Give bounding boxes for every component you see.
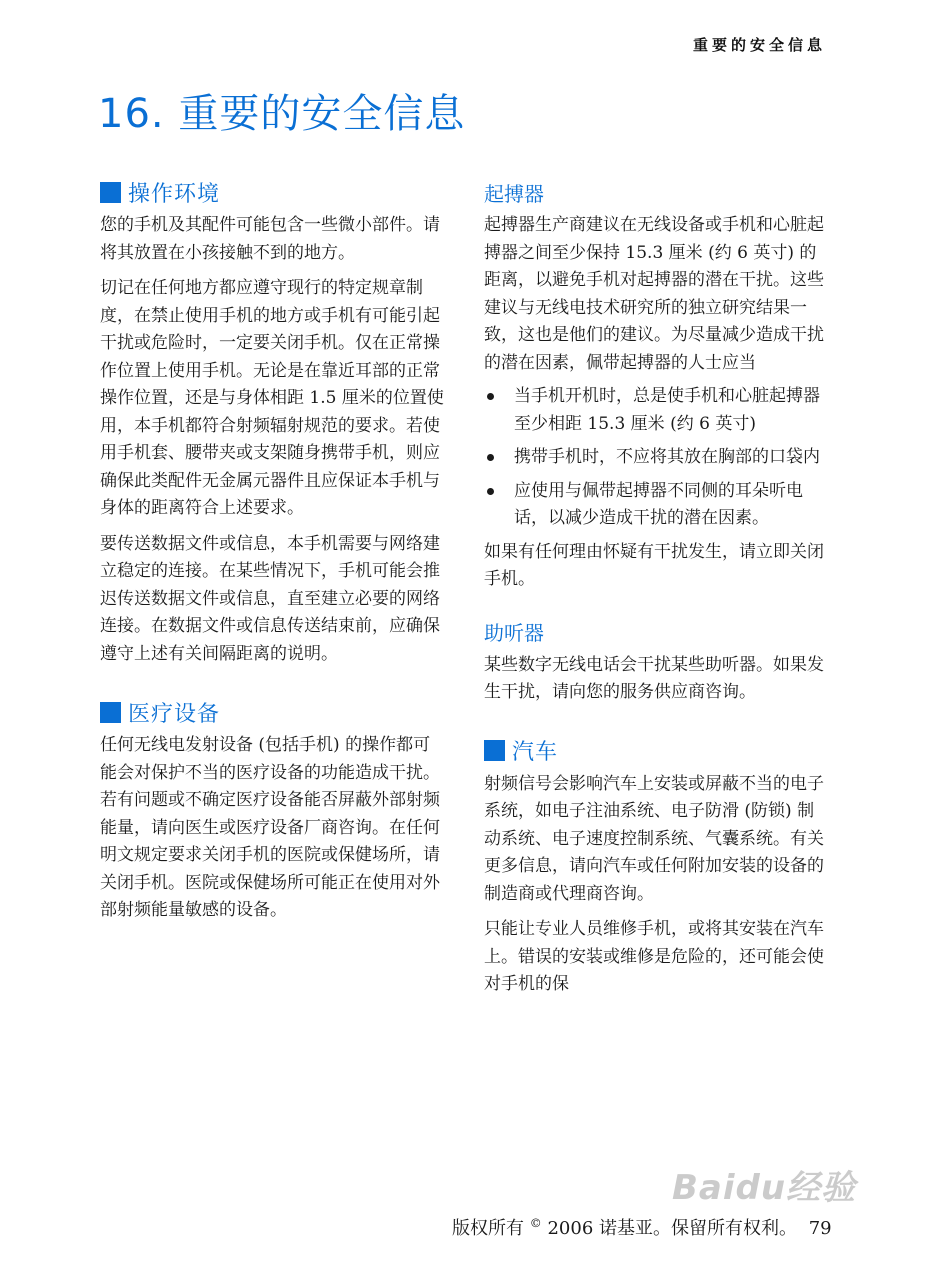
pacemaker-outro: 如果有任何理由怀疑有干扰发生，请立即关闭手机。 <box>484 541 824 589</box>
environment-paragraph-3: 要传送数据文件或信息，本手机需要与网络建立稳定的连接。在某些情况下，手机可能会推迟传送数据文件或信息，直至建立必要的网络连接。在数据文件或信息传送结束前，应确保遵守上述有关间隔距离的说明。 <box>100 533 440 664</box>
section-square-icon <box>100 702 121 723</box>
section-heading-medical <box>100 692 445 732</box>
baidu-watermark: Baidu经验 <box>672 1168 857 1208</box>
vehicles-paragraph-2: 只能让专业人员维修手机，或将其安装在汽车上。错误的安装或维修是危险的，还可能会使对手机的保 <box>484 919 824 994</box>
pacemaker-bullet-list <box>484 383 829 533</box>
left-column <box>100 172 445 925</box>
section-square-icon <box>484 740 505 761</box>
subsection-heading-hearing: 助听器 <box>484 621 544 645</box>
bullet-text: 应使用与佩带起搏器不同侧的耳朵听电话，以减少造成干扰的潜在因素。 <box>514 480 803 528</box>
environment-paragraph-2: 切记在任何地方都应遵守现行的特定规章制度，在禁止使用手机的地方或手机有可能引起干扰或危险时，一定要关闭手机。仅在正常操作位置上使用手机。无论是在靠近耳部的正常操作位置，还是与身体相距 1.5 厘米的位置使用，本手机都符合射频辐射规范的要求。若使用手机套、腰带夹或支架随身携带手机，则应确保此类配件无金属元器件且应保证本手机与身体的距离符合上述要求。 <box>100 278 444 518</box>
environment-paragraph-1: 您的手机及其配件可能包含一些微小部件。请将其放置在小孩接触不到的地方。 <box>100 215 440 263</box>
section-heading-environment <box>100 172 445 212</box>
medical-paragraph-1: 任何无线电发射设备 (包括手机) 的操作都可能会对保护不当的医疗设备的功能造成干扰。若有问题或不确定医疗设备能否屏蔽外部射频能量，请向医生或医疗设备厂商咨询。在任何明文规定要求关闭手机的医院或保健场所，请关闭手机。医院或保健场所可能正在使用对外部射频能量敏感的设备。 <box>100 735 440 920</box>
copyright-suffix: 2006 诺基亚。保留所有权利。 <box>547 1218 797 1239</box>
section-heading-text: 医疗设备 <box>128 701 221 727</box>
page-number: 79 <box>808 1218 832 1239</box>
right-column <box>484 172 829 999</box>
bullet-dot-icon <box>487 454 494 461</box>
section-heading-text: 汽车 <box>512 740 559 765</box>
chapter-title: 16. 重要的安全信息 <box>98 91 466 137</box>
section-heading-vehicles <box>484 731 829 771</box>
bullet-dot-icon <box>487 488 494 495</box>
page-footer <box>452 1214 832 1240</box>
pacemaker-intro: 起搏器生产商建议在无线设备或手机和心脏起搏器之间至少保持 15.3 厘米 (约 6 英寸) 的距离，以避免手机对起搏器的潜在干扰。这些建议与无线电技术研究所的独立研究结果一致，这也是他们的建议。为尽量减少造成干扰的潜在因素，佩带起搏器的人士应当 <box>484 215 824 373</box>
bullet-text: 当手机开机时，总是使手机和心脏起搏器至少相距 15.3 厘米 (约 6 英寸) <box>514 386 820 434</box>
section-square-icon <box>100 182 121 203</box>
section-heading-text: 操作环境 <box>128 181 221 207</box>
bullet-text: 携带手机时，不应将其放在胸部的口袋内 <box>514 447 820 467</box>
list-item <box>484 444 829 472</box>
bullet-dot-icon <box>487 393 494 400</box>
copyright-prefix: 版权所有 <box>452 1218 524 1239</box>
list-item <box>484 383 829 438</box>
vehicles-paragraph-1: 射频信号会影响汽车上安装或屏蔽不当的电子系统，如电子注油系统、电子防滑 (防锁) 制动系统、电子速度控制系统、气囊系统。有关更多信息，请向汽车或任何附加安装的设备的制造商或代理商咨询。 <box>484 773 824 904</box>
hearing-paragraph-1: 某些数字无线电话会干扰某些助听器。如果发生干扰，请向您的服务供应商咨询。 <box>484 654 824 702</box>
running-header: 重要的安全信息 <box>692 36 826 54</box>
list-item <box>484 478 829 533</box>
copyright-symbol: © <box>529 1216 542 1230</box>
subsection-heading-pacemaker: 起搏器 <box>484 181 544 206</box>
